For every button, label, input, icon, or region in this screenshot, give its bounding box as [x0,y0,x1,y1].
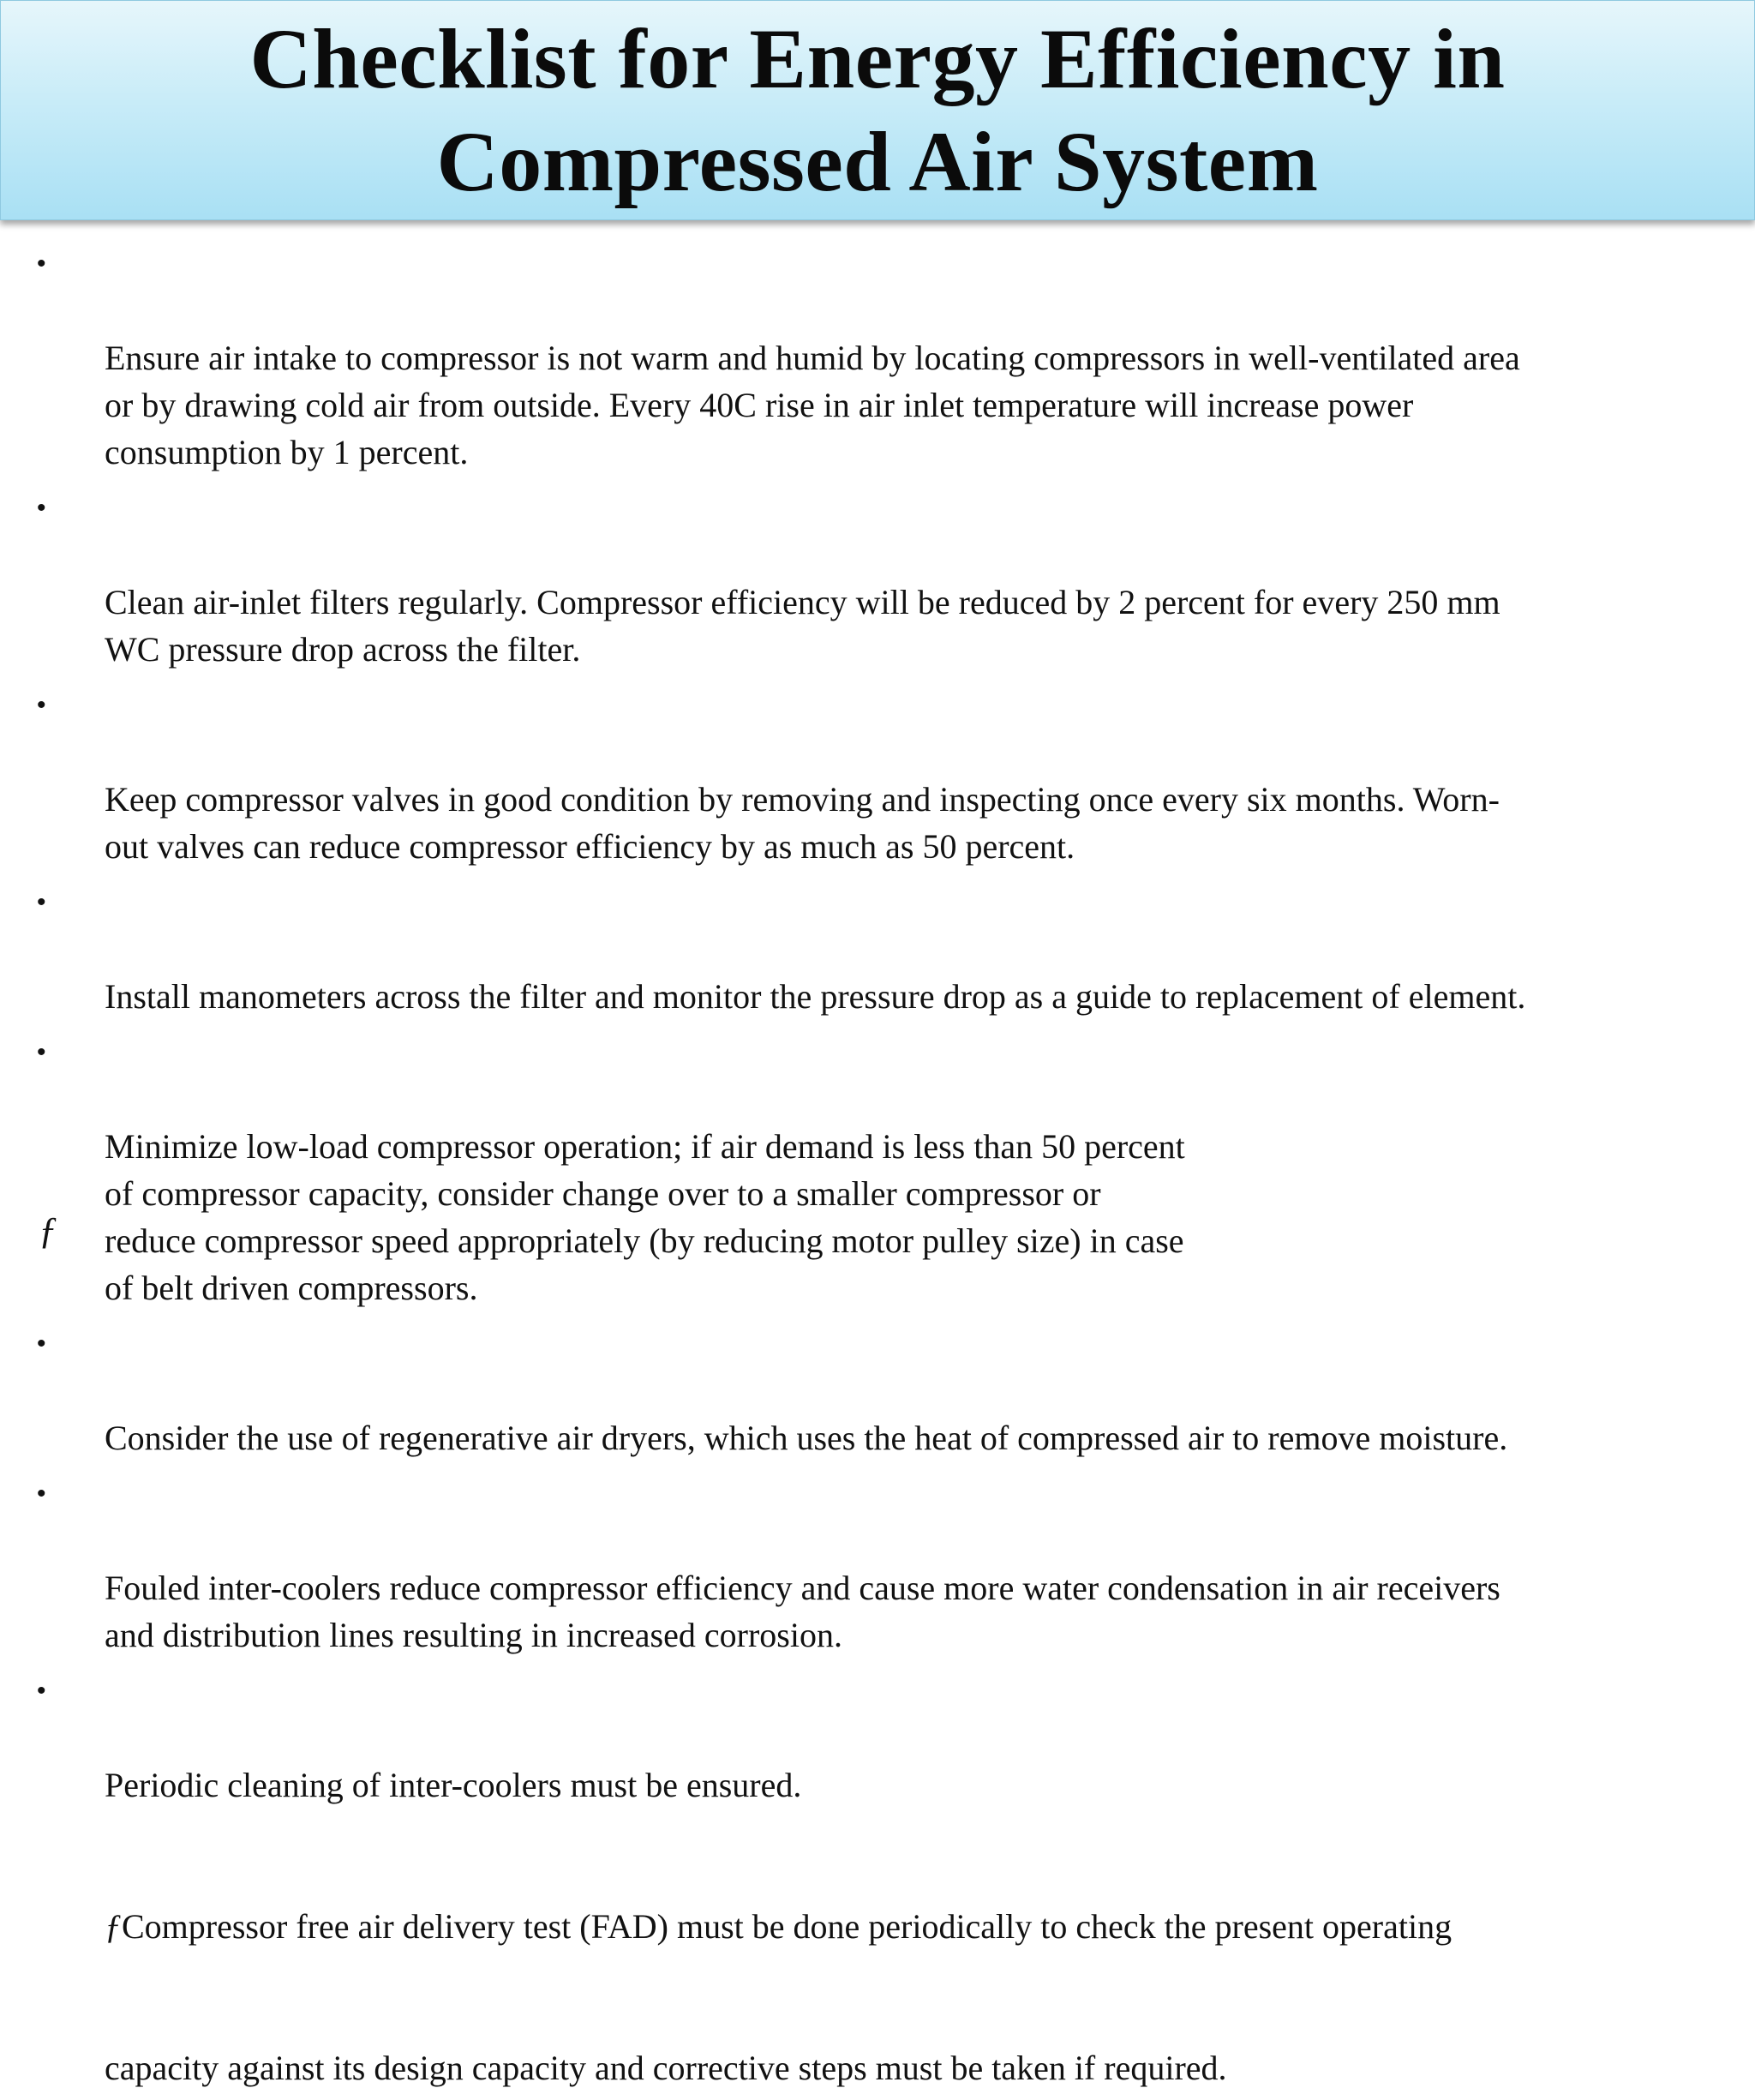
slide-title [250,8,1506,213]
title-banner [0,0,1755,220]
sub-bullet-icon: ƒ [105,1907,122,1946]
checklist-item-text: Minimize low-load compressor operation; if air demand is less than 50 percent of compressor capacity, consider change over to a smaller compressor or reduce compressor speed appropriately (by reducing motor pulley size) in case of belt driven compressors. [105,1127,1185,1307]
bullet-icon: • [37,249,46,278]
checklist-item-inlet-filters [0,484,1755,673]
checklist-item-text: Install manometers across the filter and monitor the pressure drop as a guide to replacement of element. [105,977,1526,1016]
checklist-item-air-dryers [0,1320,1755,1461]
bullet-icon: • [37,1329,46,1358]
stray-marker-glyph: ƒ [39,1209,57,1251]
checklist-item-fouled-intercoolers [0,1470,1755,1659]
checklist-item-valves [0,681,1755,870]
sub-bullet-text-line-1: Compressor free air delivery test (FAD) must be done periodically to check the present operating [122,1907,1453,1946]
slide-title-line-1: Checklist for Energy Efficiency in [249,10,1506,106]
checklist-item-text: Consider the use of regenerative air dryers, which uses the heat of compressed air to remove moisture. [105,1419,1508,1457]
checklist-item-text: Clean air-inlet filters regularly. Compressor efficiency will be reduced by 2 percent for every 250 mm WC pressure drop across the filter. [105,583,1500,669]
bullet-icon: • [37,1479,46,1508]
checklist-item-text: Fouled inter-coolers reduce compressor efficiency and cause more water condensation in air receivers and distribution lines resulting in increased corrosion. [105,1569,1500,1654]
checklist-item-air-intake [0,240,1755,476]
checklist [0,240,1755,2091]
bullet-icon: • [37,888,46,916]
sub-bullet-text-line-2: capacity against its design capacity and corrective steps must be taken if required. [105,2049,1227,2087]
checklist-item-text: Ensure air intake to compressor is not warm and humid by locating compressors in well-ventilated area or by drawing cold air from outside. Every 40C rise in air inlet temperature will increase power consumption by 1 percent. [105,339,1520,471]
bullet-icon: • [37,1677,46,1705]
bullet-icon: • [37,691,46,719]
bullet-icon: • [37,494,46,522]
checklist-item-low-load [0,1029,1755,1311]
bullet-icon: • [37,1038,46,1066]
checklist-item-text: Periodic cleaning of inter-coolers must be ensured. [105,1766,802,1804]
slide-title-line-2: Compressed Air System [436,113,1319,209]
slide-content [0,240,1755,2100]
checklist-item-intercooler-cleaning [0,1667,1755,2091]
checklist-item-manometers [0,879,1755,1020]
checklist-item-text: Keep compressor valves in good condition by removing and inspecting once every six months. Worn- out valves can reduce compressor efficiency by as much as 50 percent. [105,780,1500,866]
